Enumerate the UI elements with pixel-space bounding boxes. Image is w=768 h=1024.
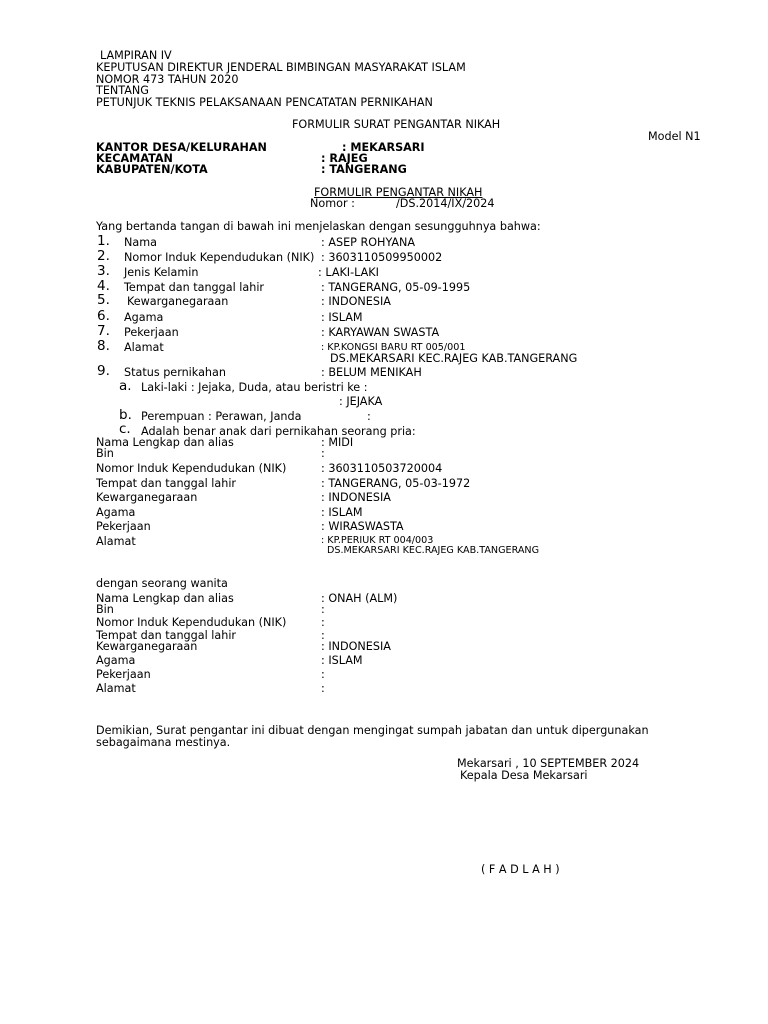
item-number: 4.: [97, 278, 110, 294]
father-value-line2: DS.MEKARSARI KEC.RAJEG KAB.TANGERANG: [327, 545, 540, 556]
item-number: 8.: [97, 338, 110, 354]
item-number: 1.: [97, 233, 110, 249]
kabupaten-value: : TANGERANG: [321, 163, 407, 176]
form-title: FORMULIR SURAT PENGANTAR NIKAH: [292, 118, 501, 131]
father-label: Bin: [96, 447, 114, 460]
item-label: Alamat: [124, 341, 164, 354]
sub-item-number: c.: [119, 421, 131, 437]
item-number: 2.: [97, 248, 110, 264]
mother-label: Nomor Induk Kependudukan (NIK): [96, 616, 287, 629]
sub-item-number: b.: [119, 407, 132, 423]
mother-label: Alamat: [96, 682, 136, 695]
header-line-4: TENTANG: [96, 84, 149, 97]
mother-label: Tempat dan tanggal lahir: [96, 629, 237, 642]
header-line-5: PETUNJUK TEKNIS PELAKSANAAN PENCATATAN PERNIKAHAN: [96, 96, 433, 109]
mother-value: :: [321, 668, 325, 681]
mother-value: :: [321, 616, 325, 629]
signature-title: Kepala Desa Mekarsari: [460, 769, 588, 782]
header-line-3: NOMOR 473 TAHUN 2020: [96, 73, 239, 86]
mother-value: :: [321, 682, 325, 695]
item-label: Agama: [124, 311, 164, 324]
sub-item-value: :: [367, 410, 371, 423]
item-value: : ASEP ROHYANA: [321, 236, 416, 249]
header-line-1: LAMPIRAN IV: [100, 49, 172, 62]
mother-label: Pekerjaan: [96, 668, 151, 681]
father-value: : 3603110503720004: [321, 462, 443, 475]
item-value: : KARYAWAN SWASTA: [321, 326, 440, 339]
closing-line-1: Demikian, Surat pengantar ini dibuat dengan mengingat sumpah jabatan dan untuk dipergunakan: [96, 724, 649, 737]
father-value: : MIDI: [321, 436, 354, 449]
mother-label: Agama: [96, 654, 136, 667]
sub-item-label: Perempuan : Perawan, Janda: [141, 410, 302, 423]
sub-item-number: a.: [119, 378, 132, 394]
mother-value: : INDONESIA: [321, 640, 391, 653]
item-number: 7.: [97, 323, 110, 339]
intro-text: Yang bertanda tangan di bawah ini menjelaskan dengan sesungguhnya bahwa:: [96, 220, 541, 233]
item-value: : KP.KONGSI BARU RT 005/001: [321, 342, 466, 353]
sub-item-label: Laki-laki : Jejaka, Duda, atau beristri ke :: [141, 381, 368, 394]
mother-value: :: [321, 603, 325, 616]
father-value: :: [321, 447, 325, 460]
desa-value: : MEKARSARI: [342, 141, 425, 154]
father-label: Tempat dan tanggal lahir: [96, 477, 237, 490]
model-label: Model N1: [648, 130, 701, 143]
item-number: 9.: [97, 363, 110, 379]
father-label: Kewarganegaraan: [96, 491, 198, 504]
item-label: Nama: [124, 236, 157, 249]
item-label: Jenis Kelamin: [124, 266, 199, 279]
item-value: : BELUM MENIKAH: [321, 366, 422, 379]
mother-value: : ONAH (ALM): [321, 592, 398, 605]
item-value: : LAKI-LAKI: [318, 266, 379, 279]
item-label: Pekerjaan: [124, 326, 179, 339]
mother-value: : ISLAM: [321, 654, 363, 667]
father-label: Agama: [96, 506, 136, 519]
kabupaten-label: KABUPATEN/KOTA: [96, 163, 208, 176]
kecamatan-value: : RAJEG: [321, 152, 368, 165]
item-number: 3.: [97, 263, 110, 279]
mother-value: :: [321, 629, 325, 642]
item-label: Status pernikahan: [124, 366, 226, 379]
father-label: Alamat: [96, 535, 136, 548]
item-value-line2: DS.MEKARSARI KEC.RAJEG KAB.TANGERANG: [330, 352, 578, 365]
nomor-label: Nomor :: [310, 197, 355, 210]
father-value: : TANGERANG, 05-03-1972: [321, 477, 471, 490]
item-label: Tempat dan tanggal lahir: [124, 281, 265, 294]
item-number: 6.: [97, 308, 110, 324]
father-label: Nomor Induk Kependudukan (NIK): [96, 462, 287, 475]
father-value: : ISLAM: [321, 506, 363, 519]
item-value: : INDONESIA: [321, 295, 391, 308]
mother-label: Nama Lengkap dan alias: [96, 592, 234, 605]
mother-label: Bin: [96, 603, 114, 616]
mother-label: Kewarganegaraan: [96, 640, 198, 653]
nomor-value: /DS.2014/IX/2024: [396, 197, 495, 210]
item-value: : 3603110509950002: [321, 251, 443, 264]
subtitle: FORMULIR PENGANTAR NIKAH: [314, 186, 483, 199]
desa-label: KANTOR DESA/KELURAHAN: [96, 141, 267, 154]
father-label: Pekerjaan: [96, 520, 151, 533]
father-value: : INDONESIA: [321, 491, 391, 504]
father-label: Nama Lengkap dan alias: [96, 436, 234, 449]
closing-line-2: sebagaimana mestinya.: [96, 736, 231, 749]
signature-place-date: Mekarsari , 10 SEPTEMBER 2024: [457, 757, 640, 770]
signature-name: ( F A D L A H ): [481, 863, 560, 876]
item-label: Kewarganegaraan: [127, 295, 229, 308]
item-value: : TANGERANG, 05-09-1995: [321, 281, 471, 294]
father-value: : WIRASWASTA: [321, 520, 404, 533]
item-value: : ISLAM: [321, 311, 363, 324]
header-line-2: KEPUTUSAN DIREKTUR JENDERAL BIMBINGAN MASYARAKAT ISLAM: [96, 61, 466, 74]
father-value: : KP.PERIUK RT 004/003: [321, 535, 434, 546]
item-number: 5.: [97, 292, 110, 308]
sub-item-label: Adalah benar anak dari pernikahan seorang pria:: [141, 425, 416, 438]
sub-item-value: : JEJAKA: [339, 395, 383, 408]
item-label: Nomor Induk Kependudukan (NIK): [124, 251, 315, 264]
mother-intro: dengan seorang wanita: [96, 577, 228, 590]
kecamatan-label: KECAMATAN: [96, 152, 173, 165]
